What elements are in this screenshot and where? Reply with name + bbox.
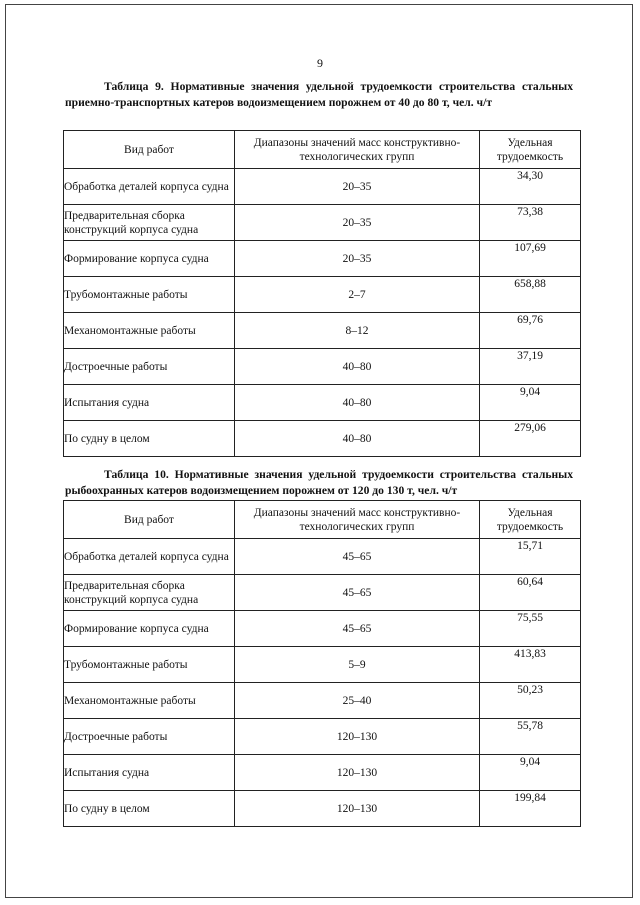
header-specific-labor: Удельная трудоемкость xyxy=(480,501,581,539)
table-header-row xyxy=(64,501,581,539)
cell-mass-range: 20–35 xyxy=(235,205,480,241)
cell-specific-labor: 9,04 xyxy=(480,385,581,421)
table-row xyxy=(64,241,581,277)
table-row xyxy=(64,349,581,385)
table-row xyxy=(64,385,581,421)
cell-specific-labor: 73,38 xyxy=(480,205,581,241)
cell-mass-range: 40–80 xyxy=(235,421,480,457)
table-row xyxy=(64,313,581,349)
table-row xyxy=(64,755,581,791)
cell-work-type: Испытания судна xyxy=(64,385,235,421)
cell-specific-labor: 107,69 xyxy=(480,241,581,277)
cell-work-type: По судну в целом xyxy=(64,791,235,827)
table-10 xyxy=(63,500,581,827)
cell-mass-range: 45–65 xyxy=(235,539,480,575)
cell-work-type: Формирование корпуса судна xyxy=(64,241,235,277)
cell-mass-range: 120–130 xyxy=(235,719,480,755)
cell-work-type: Трубомонтажные работы xyxy=(64,277,235,313)
table-row xyxy=(64,647,581,683)
cell-work-type: Достроечные работы xyxy=(64,349,235,385)
cell-work-type: Предварительная сборка конструкций корпуса судна xyxy=(64,575,235,611)
table-9-caption: Таблица 9. Нормативные значения удельной трудоемкости строительства стальных приемно-транспортных катеров водоизмещением порожнем от 40 до 80 т, чел. ч/т xyxy=(65,80,573,109)
cell-specific-labor: 55,78 xyxy=(480,719,581,755)
table-row xyxy=(64,205,581,241)
table-row xyxy=(64,575,581,611)
cell-work-type: Испытания судна xyxy=(64,755,235,791)
cell-mass-range: 5–9 xyxy=(235,647,480,683)
header-mass-range: Диапазоны значений масс конструктивно-технологических групп xyxy=(235,501,480,539)
header-work-type: Вид работ xyxy=(64,131,235,169)
table-row xyxy=(64,539,581,575)
table-row xyxy=(64,611,581,647)
cell-specific-labor: 50,23 xyxy=(480,683,581,719)
table-row xyxy=(64,791,581,827)
header-specific-labor: Удельная трудоемкость xyxy=(480,131,581,169)
table-row xyxy=(64,421,581,457)
cell-mass-range: 40–80 xyxy=(235,385,480,421)
cell-specific-labor: 15,71 xyxy=(480,539,581,575)
table-10-caption: Таблица 10. Нормативные значения удельной трудоемкости строительства стальных рыбоохранных катеров водоизмещением порожнем от 120 до 130 т, чел. ч/т xyxy=(65,468,573,497)
cell-specific-labor: 658,88 xyxy=(480,277,581,313)
cell-mass-range: 40–80 xyxy=(235,349,480,385)
cell-mass-range: 120–130 xyxy=(235,791,480,827)
cell-work-type: По судну в целом xyxy=(64,421,235,457)
cell-specific-labor: 34,30 xyxy=(480,169,581,205)
cell-mass-range: 45–65 xyxy=(235,611,480,647)
cell-specific-labor: 69,76 xyxy=(480,313,581,349)
table-body xyxy=(64,169,581,457)
table-header-row xyxy=(64,131,581,169)
table-9 xyxy=(63,130,581,457)
cell-work-type: Формирование корпуса судна xyxy=(64,611,235,647)
cell-mass-range: 45–65 xyxy=(235,575,480,611)
cell-mass-range: 20–35 xyxy=(235,241,480,277)
cell-mass-range: 8–12 xyxy=(235,313,480,349)
page-number: 9 xyxy=(317,56,323,70)
cell-specific-labor: 279,06 xyxy=(480,421,581,457)
cell-specific-labor: 9,04 xyxy=(480,755,581,791)
cell-specific-labor: 199,84 xyxy=(480,791,581,827)
cell-specific-labor: 60,64 xyxy=(480,575,581,611)
cell-work-type: Предварительная сборка конструкций корпуса судна xyxy=(64,205,235,241)
header-work-type: Вид работ xyxy=(64,501,235,539)
cell-work-type: Обработка деталей корпуса судна xyxy=(64,539,235,575)
table-row xyxy=(64,169,581,205)
table-row xyxy=(64,683,581,719)
cell-work-type: Достроечные работы xyxy=(64,719,235,755)
cell-specific-labor: 75,55 xyxy=(480,611,581,647)
table-row xyxy=(64,719,581,755)
cell-mass-range: 20–35 xyxy=(235,169,480,205)
cell-work-type: Обработка деталей корпуса судна xyxy=(64,169,235,205)
cell-work-type: Механомонтажные работы xyxy=(64,683,235,719)
table-body xyxy=(64,539,581,827)
header-mass-range: Диапазоны значений масс конструктивно-технологических групп xyxy=(235,131,480,169)
cell-mass-range: 2–7 xyxy=(235,277,480,313)
cell-work-type: Механомонтажные работы xyxy=(64,313,235,349)
cell-mass-range: 25–40 xyxy=(235,683,480,719)
cell-mass-range: 120–130 xyxy=(235,755,480,791)
cell-specific-labor: 413,83 xyxy=(480,647,581,683)
cell-specific-labor: 37,19 xyxy=(480,349,581,385)
table-row xyxy=(64,277,581,313)
cell-work-type: Трубомонтажные работы xyxy=(64,647,235,683)
